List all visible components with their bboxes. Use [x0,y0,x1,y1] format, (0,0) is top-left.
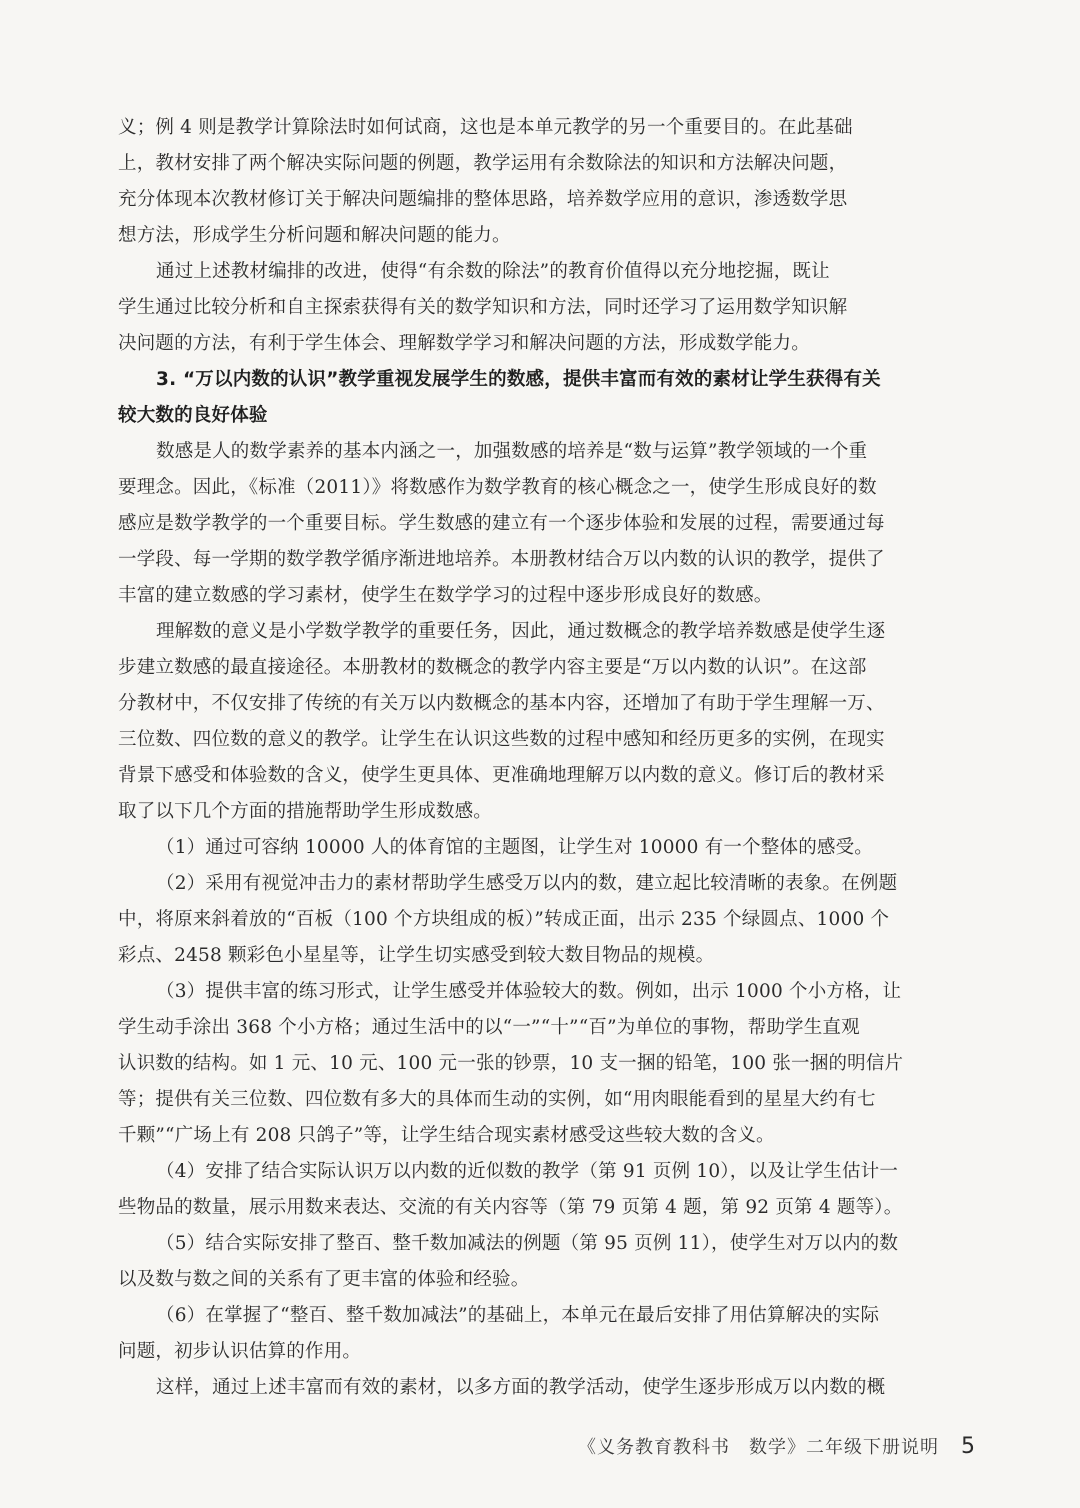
text-line: 背景下感受和体验数的含义，使学生更具体、更准确地理解万以内数的意义。修订后的教材采 [118,765,885,786]
page-number: 5 [961,1433,975,1459]
footer-book-title: 《义务教育教科书 数学》二年级下册说明 [578,1437,939,1458]
text-line: 义；例 4 则是教学计算除法时如何试商，这也是本单元教学的另一个重要目的。在此基础 [118,117,853,138]
text-line: 彩点、2458 颗彩色小星星等，让学生切实感受到较大数目物品的规模。 [118,945,715,966]
list-item-5: （5）结合实际安排了整百、整千数加减法的例题（第 95 页例 11），使学生对万以内的数 [156,1233,899,1254]
text-line: 要理念。因此，《标准（2011）》将数感作为数学教育的核心概念之一，使学生形成良好的数 [118,477,877,498]
text-line: 想方法，形成学生分析问题和解决问题的能力。 [118,225,511,246]
text-line: 学生动手涂出 368 个小方格；通过生活中的以“一”“十”“百”为单位的事物，帮助学生直观 [118,1017,860,1038]
page-body [118,110,974,1406]
text-line: 千颗”“广场上有 208 只鸽子”等，让学生结合现实素材感受这些较大数的含义。 [118,1125,775,1146]
text-line: 取了以下几个方面的措施帮助学生形成数感。 [118,801,493,822]
text-line: 问题，初步认识估算的作用。 [118,1341,362,1362]
text-line: 感应是数学教学的一个重要目标。学生数感的建立有一个逐步体验和发展的过程，需要通过每 [118,513,885,534]
paragraph-first-line: 理解数的意义是小学数学教学的重要任务，因此，通过数概念的教学培养数感是使学生逐 [156,621,886,642]
list-item-1: （1）通过可容纳 10000 人的体育馆的主题图，让学生对 10000 有一个整体的感受。 [156,837,873,858]
list-item-3: （3）提供丰富的练习形式，让学生感受并体验较大的数。例如，出示 1000 个小方格，让 [156,981,902,1002]
text-line: 三位数、四位数的意义的教学。让学生在认识这些数的过程中感知和经历更多的实例，在现实 [118,729,885,750]
text-line: 充分体现本次教材修订关于解决问题编排的整体思路，培养数学应用的意识，渗透数学思 [118,189,848,210]
list-item-6: （6）在掌握了“整百、整千数加减法”的基础上，本单元在最后安排了用估算解决的实际 [156,1305,880,1326]
text-line: 分教材中，不仅安排了传统的有关万以内数概念的基本内容，还增加了有助于学生理解一万、 [118,693,885,714]
section-heading: 3. “万以内数的认识”教学重视发展学生的数感，提供丰富而有效的素材让学生获得有关 [156,369,881,390]
paragraph-first-line: 这样，通过上述丰富而有效的素材，以多方面的教学活动，使学生逐步形成万以内数的概 [156,1377,886,1398]
text-line: 丰富的建立数感的学习素材，使学生在数学学习的过程中逐步形成良好的数感。 [118,585,773,606]
text-line: 等；提供有关三位数、四位数有多大的具体而生动的实例，如“用肉眼能看到的星星大约有七 [118,1089,876,1110]
text-line: 以及数与数之间的关系有了更丰富的体验和经验。 [118,1269,530,1290]
text-line: 中，将原来斜着放的“百板（100 个方块组成的板）”转成正面，出示 235 个绿圆点、1000 个 [118,909,890,930]
text-line: 认识数的结构。如 1 元、10 元、100 元一张的钞票，10 支一捆的铅笔，100 张一捆的明信片 [118,1053,904,1074]
section-heading-continued: 较大数的良好体验 [118,405,268,426]
page-footer [550,1432,975,1460]
list-item-2: （2）采用有视觉冲击力的素材帮助学生感受万以内的数，建立起比较清晰的表象。在例题 [156,873,898,894]
text-line: 一学段、每一学期的数学教学循序渐进地培养。本册教材结合万以内数的认识的教学，提供了 [118,549,885,570]
text-line: 学生通过比较分析和自主探索获得有关的数学知识和方法，同时还学习了运用数学知识解 [118,297,848,318]
text-line: 上，教材安排了两个解决实际问题的例题，教学运用有余数除法的知识和方法解决问题， [118,153,848,174]
paragraph-first-line: 通过上述教材编排的改进，使得“有余数的除法”的教育价值得以充分地挖掘，既让 [156,261,830,282]
text-line: 步建立数感的最直接途径。本册教材的数概念的教学内容主要是“万以内数的认识”。在这部 [118,657,867,678]
text-line: 些物品的数量，展示用数来表达、交流的有关内容等（第 79 页第 4 题，第 92 页第 4 题等）。 [118,1197,903,1218]
list-item-4: （4）安排了结合实际认识万以内数的近似数的教学（第 91 页例 10），以及让学生估计一 [156,1161,899,1182]
text-line: 决问题的方法，有利于学生体会、理解数学学习和解决问题的方法，形成数学能力。 [118,333,810,354]
paragraph-first-line: 数感是人的数学素养的基本内涵之一，加强数感的培养是“数与运算”教学领域的一个重 [156,441,868,462]
